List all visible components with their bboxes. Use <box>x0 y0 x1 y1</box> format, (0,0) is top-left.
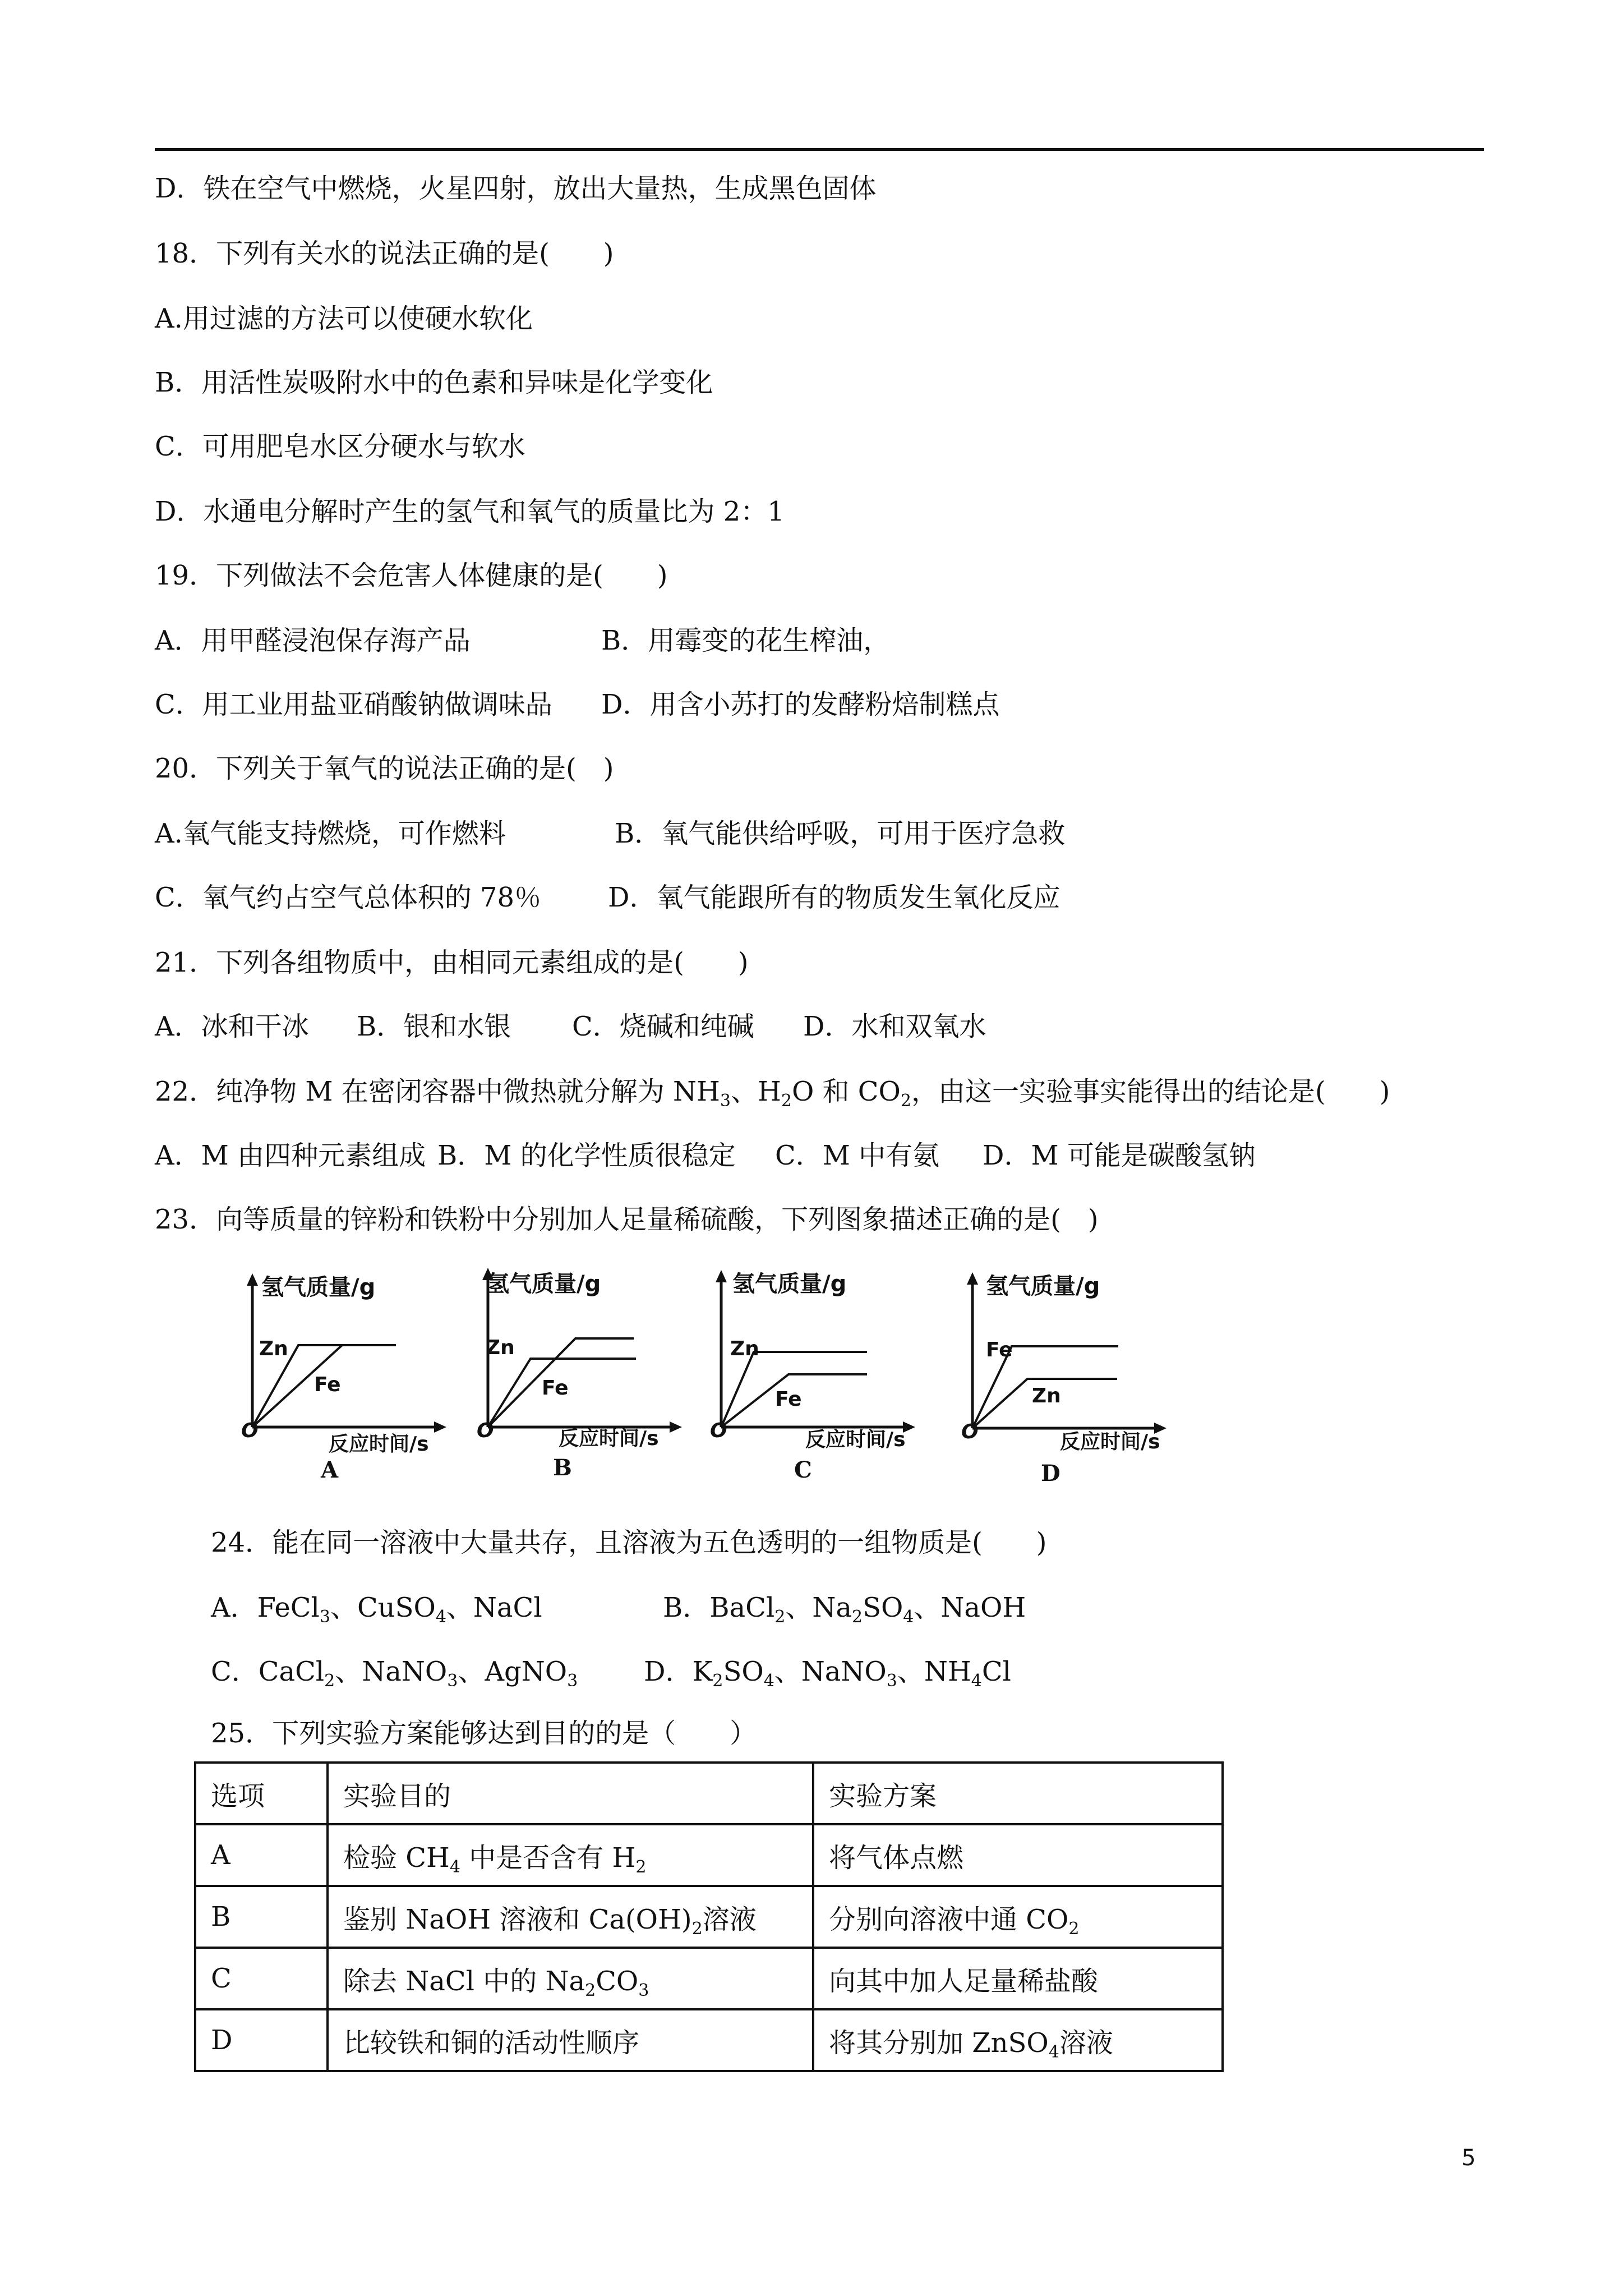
y-axis-label: 氢气质量/g <box>732 1271 847 1297</box>
origin-label: O <box>710 1419 727 1442</box>
q18-option-c: C．可用肥皂水区分硬水与软水 <box>155 431 525 462</box>
q20-option-a: A.氧气能支持燃烧，可作燃料 <box>155 818 506 849</box>
q19-option-c: C．用工业用盐亚硝酸钠做调味品 <box>155 689 552 720</box>
q24-option-d: D．$K_2SO_4$、NaNO$_3$、$NH_4Cl$ <box>644 1656 1011 1691</box>
origin-label: O <box>477 1419 494 1442</box>
x-axis-label: 反应时间/s <box>559 1427 659 1450</box>
q22-option-a: A．M 由四种元素组成 <box>155 1140 426 1171</box>
y-axis-label: 氢气质量/g <box>487 1271 601 1297</box>
cell-option: B <box>195 1886 328 1948</box>
q24-option-b: B．BaCl$_2$、$Na_2SO_4$、NaOH <box>663 1592 1026 1627</box>
table-header-row <box>195 1763 1223 1824</box>
x-axis-arrow <box>670 1421 682 1433</box>
header-rule <box>155 148 1484 151</box>
q23-graph-c <box>699 1267 934 1504</box>
table-row <box>195 1886 1223 1948</box>
y-axis-arrow <box>247 1273 258 1286</box>
table-row <box>195 1824 1223 1886</box>
q21-option-b: B．银和水银 <box>357 1011 511 1042</box>
table-row <box>195 2009 1223 2071</box>
q25-stem: 25．下列实验方案能够达到目的的是（ ） <box>211 1718 757 1749</box>
q23-graph-b <box>465 1264 701 1502</box>
cell-goal: 除去 NaCl 中的 $Na_2CO_3$ <box>328 1948 813 2009</box>
page-number: 5 <box>1461 2145 1476 2171</box>
curve-label-2: Fe <box>542 1377 569 1400</box>
q19-option-b: B．用霉变的花生榨油， <box>601 625 891 656</box>
cell-goal: 检验 $CH_4$ 中是否含有 $H_2$ <box>328 1824 813 1886</box>
curve-label-2: Fe <box>775 1388 802 1411</box>
x-axis-label: 反应时间/s <box>805 1428 906 1451</box>
y-axis-arrow <box>716 1270 727 1282</box>
q21-option-c: C．烧碱和纯碱 <box>572 1011 754 1042</box>
q23-stem: 23．向等质量的锌粉和铁粉中分别加人足量稀硫酸，下列图象描述正确的是( ) <box>155 1204 1099 1235</box>
x-axis-label: 反应时间/s <box>329 1433 429 1456</box>
q22-option-b: B．M 的化学性质很稳定 <box>437 1140 736 1171</box>
q23-graph-a <box>230 1270 465 1508</box>
header-cell-option: 选项 <box>195 1763 328 1824</box>
curve-label-1: Zn <box>259 1337 288 1360</box>
graph-letter: C <box>794 1457 812 1483</box>
x-axis-label: 反应时间/s <box>1060 1430 1160 1453</box>
header-cell-plan: 实验方案 <box>813 1763 1223 1824</box>
q18-stem: 18．下列有关水的说法正确的是( ) <box>155 238 614 269</box>
q20-option-d: D．氧气能跟所有的物质发生氧化反应 <box>608 882 1061 913</box>
cell-goal: 鉴别 NaOH 溶液和 $Ca(OH)_2$溶液 <box>328 1886 813 1948</box>
cell-option: A <box>195 1824 328 1886</box>
curve-label-1: Zn <box>730 1337 759 1360</box>
cell-option: D <box>195 2009 328 2071</box>
q18-option-d: D．水通电分解时产生的氢气和氧气的质量比为 2：1 <box>155 496 785 527</box>
q18-option-b: B．用活性炭吸附水中的色素和异味是化学变化 <box>155 367 713 398</box>
q21-option-d: D．水和双氧水 <box>803 1011 986 1042</box>
table-row <box>195 1948 1223 2009</box>
graph-letter: B <box>553 1455 572 1481</box>
curve-label-2: Zn <box>1032 1384 1061 1407</box>
cell-plan: 将气体点燃 <box>813 1824 1223 1886</box>
q24-option-c: C．CaCl$_2$、NaNO$_3$、AgNO$_3$ <box>211 1656 578 1691</box>
x-axis-arrow <box>434 1421 446 1433</box>
header-cell-goal: 实验目的 <box>328 1763 813 1824</box>
q20-stem: 20．下列关于氧气的说法正确的是( ) <box>155 753 614 784</box>
cell-plan: 将其分别加 ZnSO$_4$溶液 <box>813 2009 1223 2071</box>
y-axis-label: 氢气质量/g <box>986 1273 1100 1299</box>
q24-stem: 24．能在同一溶液中大量共存，且溶液为五色透明的一组物质是( ) <box>211 1527 1047 1558</box>
cell-goal: 比较铁和铜的活动性顺序 <box>328 2009 813 2071</box>
q19-option-d: D．用含小苏打的发酵粉焙制糕点 <box>601 689 1000 720</box>
q22-option-d: D．M 可能是碳酸氢钠 <box>983 1140 1256 1171</box>
q22-stem: 22．纯净物 M 在密闭容器中微热就分解为 $NH_3$、$H_2O$ 和 $CO_2$，由这一实验事实能得出的结论是( ) <box>155 1076 1390 1111</box>
q21-stem: 21．下列各组物质中，由相同元素组成的是( ) <box>155 947 749 978</box>
q18-option-a: A.用过滤的方法可以使硬水软化 <box>155 303 533 334</box>
q17-option-d: D．铁在空气中燃烧，火星四射，放出大量热，生成黑色固体 <box>155 173 877 204</box>
cell-plan: 分别向溶液中通 $CO_2$ <box>813 1886 1223 1948</box>
curve-label-1: Zn <box>486 1336 515 1359</box>
cell-plan: 向其中加人足量稀盐酸 <box>813 1948 1223 2009</box>
y-axis-arrow <box>967 1272 978 1285</box>
q21-option-a: A．冰和干冰 <box>155 1011 309 1042</box>
q24-option-a: A．FeCl$_3$、CuSO$_4$、NaCl <box>211 1592 542 1627</box>
cell-option: C <box>195 1948 328 2009</box>
q20-option-c: C．氧气约占空气总体积的 78％ <box>155 882 542 913</box>
origin-label: O <box>961 1420 979 1443</box>
q23-graph-d <box>950 1269 1186 1507</box>
graph-letter: A <box>321 1457 339 1483</box>
q25-table <box>194 1761 1224 2072</box>
curve-label-2: Fe <box>314 1373 341 1396</box>
q20-option-b: B．氧气能供给呼吸，可用于医疗急救 <box>615 818 1066 849</box>
y-axis-label: 氢气质量/g <box>261 1274 376 1300</box>
graph-letter: D <box>1041 1460 1061 1487</box>
curve-label-1: Fe <box>986 1338 1013 1361</box>
q22-option-c: C．M 中有氨 <box>775 1140 940 1171</box>
q19-option-a: A．用甲醛浸泡保存海产品 <box>155 625 471 656</box>
origin-label: O <box>241 1419 259 1442</box>
q19-stem: 19．下列做法不会危害人体健康的是( ) <box>155 560 668 591</box>
